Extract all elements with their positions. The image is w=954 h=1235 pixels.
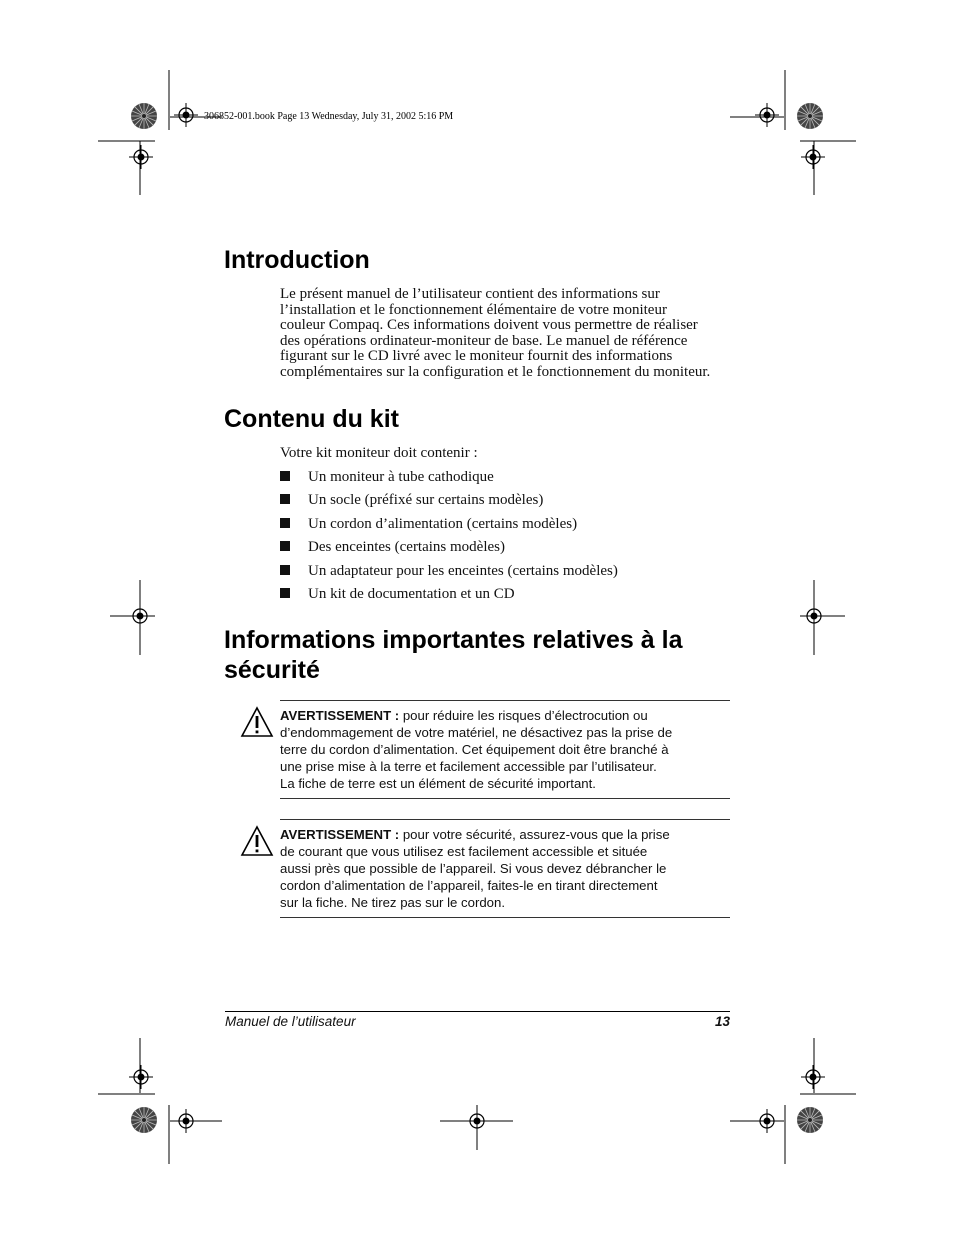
list-item-text: Un cordon d’alimentation (certains modèles) xyxy=(308,515,578,532)
warning-box xyxy=(240,700,730,800)
paragraph-line: figurant sur le CD livré avec le moniteur fournit des informations xyxy=(280,348,673,365)
warning-box xyxy=(240,819,730,919)
warning-line: AVERTISSEMENT : pour réduire les risques d’électrocution ou xyxy=(280,708,648,723)
paragraph-line: Le présent manuel de l’utilisateur contient des informations sur xyxy=(280,286,660,302)
list-item-text: Un socle (préfixé sur certains modèles) xyxy=(308,492,544,509)
list-item xyxy=(280,537,618,560)
list-item-text: Un kit de documentation et un CD xyxy=(308,585,515,602)
list-item-text: Un adaptateur pour les enceintes (certains modèles) xyxy=(308,562,618,579)
list-item-text: Un moniteur à tube cathodique xyxy=(308,469,494,485)
warning-line: aussi près que possible de l’appareil. Si vous devez débrancher le xyxy=(280,861,667,876)
list-item xyxy=(280,514,618,537)
warning-label: AVERTISSEMENT : xyxy=(280,827,400,842)
section-title-line: Informations importantes relatives à la xyxy=(224,626,683,654)
warning-line: de courant que vous utilisez est facilement accessible et située xyxy=(280,844,648,859)
square-bullet-icon xyxy=(280,541,290,551)
warning-triangle-icon xyxy=(240,825,274,857)
list-item xyxy=(280,584,618,607)
square-bullet-icon xyxy=(280,518,290,528)
list-item xyxy=(280,561,618,584)
square-bullet-icon xyxy=(280,565,290,575)
warning-line: sur la fiche. Ne tirez pas sur le cordon. xyxy=(280,895,506,910)
square-bullet-icon xyxy=(280,494,290,504)
list-item xyxy=(280,490,618,513)
header-file-info: 306852-001.book Page 13 Wednesday, July 31, 2002 5:16 PM xyxy=(204,111,454,122)
warning-line: cordon d’alimentation de l’appareil, faites-le en tirant directement xyxy=(280,878,658,893)
kit-intro: Votre kit moniteur doit contenir : xyxy=(280,445,478,461)
footer-divider xyxy=(225,1011,730,1012)
warning-text xyxy=(280,826,700,911)
section-title-introduction: Introduction xyxy=(224,246,370,274)
paragraph-line: des opérations ordinateur-moniteur de base. Le manuel de référence xyxy=(280,332,688,349)
warning-triangle-icon xyxy=(240,706,274,738)
section-title-kit: Contenu du kit xyxy=(224,405,399,433)
warning-line: AVERTISSEMENT : pour votre sécurité, assurez-vous que la prise xyxy=(280,827,670,842)
warning-text xyxy=(280,707,700,792)
introduction-paragraph xyxy=(280,287,732,381)
square-bullet-icon xyxy=(280,588,290,598)
square-bullet-icon xyxy=(280,471,290,481)
list-item-text: Des enceintes (certains modèles) xyxy=(308,539,505,556)
kit-list xyxy=(280,467,618,607)
warning-line: La fiche de terre est un élément de sécurité important. xyxy=(280,776,596,791)
warning-line: d’endommagement de votre matériel, ne désactivez pas la prise de xyxy=(280,725,673,740)
section-title-line: sécurité xyxy=(224,656,320,684)
footer-manual-title: Manuel de l’utilisateur xyxy=(225,1014,356,1029)
paragraph-line: couleur Compaq. Ces informations doivent vous permettre de réaliser xyxy=(280,317,698,334)
paragraph-line: l’installation et le fonctionnement élémentaire de votre moniteur xyxy=(280,301,667,318)
list-item xyxy=(280,467,618,490)
section-title-safety xyxy=(224,625,682,685)
page-number: 13 xyxy=(714,1014,730,1029)
warning-label: AVERTISSEMENT : xyxy=(280,708,400,723)
warning-line: une prise mise à la terre et facilement accessible par l’utilisateur. xyxy=(280,759,657,774)
warning-line: terre du cordon d’alimentation. Cet équipement doit être branché à xyxy=(280,742,669,757)
paragraph-line: complémentaires sur la configuration et le fonctionnement du moniteur. xyxy=(280,363,711,380)
